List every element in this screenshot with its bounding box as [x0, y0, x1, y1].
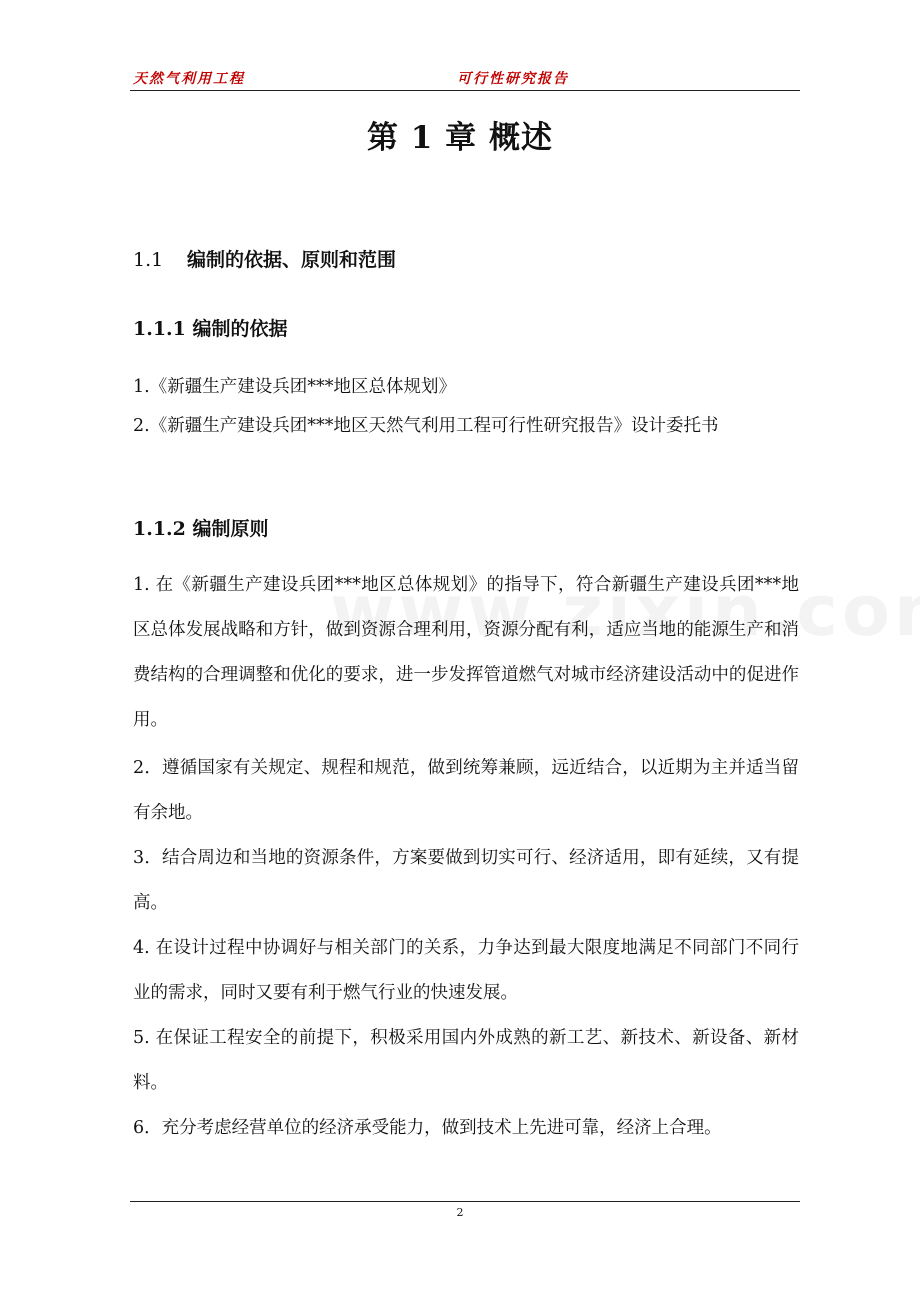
section-1-1-title: 编制的依据、原则和范围	[187, 249, 397, 271]
header-rule	[130, 90, 800, 91]
principle-item-2: 2．遵循国家有关规定、规程和规范，做到统筹兼顾，远近结合，以近期为主并适当留有余地。	[133, 758, 799, 823]
basis-item-2: 2.《新疆生产建设兵团***地区天然气利用工程可行性研究报告》设计委托书	[133, 416, 719, 436]
principle-item-1: 1. 在《新疆生产建设兵团***地区总体规划》的指导下，符合新疆生产建设兵团***地区总体发展战略和方针，做到资源合理利用，资源分配有利，适应当地的能源生产和消费结构的合理调整和优化的要求，进一步发挥管道燃气对城市经济建设活动中的促进作用。	[133, 575, 799, 730]
header-left: 天然气利用工程	[133, 71, 245, 87]
section-1-1-1-heading: 1.1.1 编制的依据	[133, 318, 288, 340]
principle-item-4: 4. 在设计过程中协调好与相关部门的关系，力争达到最大限度地满足不同部门不同行业的需求，同时又要有利于燃气行业的快速发展。	[133, 938, 799, 1003]
chapter-title: 第 1 章 概述	[367, 120, 553, 156]
principle-item-3: 3．结合周边和当地的资源条件，方案要做到切实可行、经济适用，即有延续，又有提高。	[133, 848, 799, 913]
header-right: 可行性研究报告	[457, 71, 569, 87]
footer-rule	[130, 1201, 800, 1202]
page-number: 2	[456, 1206, 464, 1219]
principle-item-5: 5. 在保证工程安全的前提下，积极采用国内外成熟的新工艺、新技术、新设备、新材料。	[133, 1028, 799, 1093]
basis-item-1: 1.《新疆生产建设兵团***地区总体规划》	[133, 377, 456, 397]
section-1-1-number: 1.1	[133, 249, 164, 271]
section-1-1-heading	[133, 245, 396, 272]
section-1-1-2-heading: 1.1.2 编制原则	[133, 518, 269, 540]
principle-item-6: 6．充分考虑经营单位的经济承受能力，做到技术上先进可靠，经济上合理。	[133, 1118, 722, 1138]
